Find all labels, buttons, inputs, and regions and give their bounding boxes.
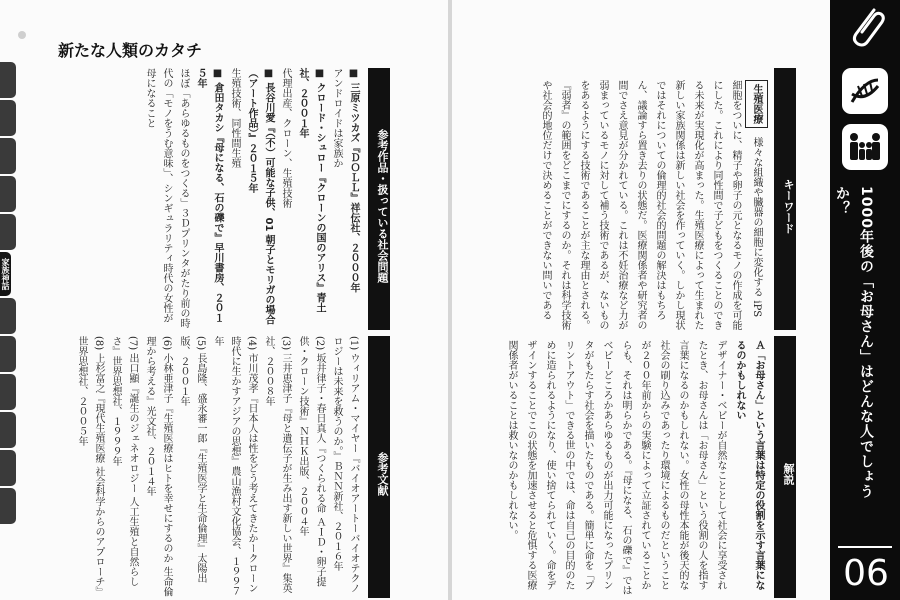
- works-list: [140, 68, 362, 330]
- index-tab[interactable]: [0, 62, 16, 98]
- family-icon: [842, 124, 888, 170]
- section-title: 新たな人類のカタチ: [58, 41, 203, 60]
- index-tab[interactable]: [0, 214, 16, 250]
- binder-hole: [18, 31, 26, 39]
- commentary-section: [498, 340, 768, 595]
- index-tab-active[interactable]: 家族神話: [0, 252, 11, 296]
- reference-item: (4) 市川茂孝『日本人は性をどう考えてきたかークローン時代に生かすアジアの思想』農山漁村文化協会、１９９７年: [212, 336, 257, 596]
- work-title: ■ 倉田タカシ『母になる、石の礫で』早川書房、２０１５年: [195, 68, 223, 323]
- reference-item: (6) 小林亜津子『生殖医療はヒトを幸せにするのか 生命倫理から考える』光文社、２０１４年: [144, 336, 172, 597]
- commentary-body: デザイナー・ベビーが自然なこととして社会に享受されたとき、お母さんは「お母さん」という役割の人を指す言葉になるのかもしれない。女性の母性本能が後天的な社会の刷り込みであったり環境によるものだということが２００年前からの実験によって立証されていることからも、それは明らかである。『母になる、石の礫で』ではベビーどころかあらゆるものが出力可能になったプリンタがもたらす社会を描いたものである。簡単に命を「プリントアウト」できる世の中では、命は自己の目的のために造られるようになり、使い捨てられていく。命をデザインすることでこの状態を加速させると危惧する医療関係者がいることは救いなのかもしれない。: [506, 340, 726, 595]
- reference-item: (2) 坂井律子・春日真人『つくられる命 ＡＩＤ・卵子提供・クローン技術』ＮＨＫ出版、２００４年: [297, 336, 325, 587]
- index-tab[interactable]: [0, 450, 16, 486]
- commentary-question: Ａ「お母さん」という言葉は特定の役割を示す言葉になるのかもしれない: [734, 340, 764, 590]
- page-number: 06: [843, 553, 889, 594]
- index-tab[interactable]: [0, 138, 16, 174]
- works-header: 参考作品・扱っている社会問題: [368, 68, 390, 330]
- keyword-section: [498, 80, 768, 330]
- left-page: [0, 0, 448, 600]
- index-tab[interactable]: [0, 488, 16, 524]
- work-topic: ほぼ「あらゆるものをつくる」３Ｄプリンタがたり前の時代の「モノをうむ意味」、シンギュラリティ時代の女性が母になること: [144, 68, 189, 328]
- keyword-header: キーワード: [774, 68, 796, 330]
- work-title: ■ クロード・シュロー『クローンの国のアリス』青土社、２００１年: [297, 68, 325, 313]
- commentary-header: 解説: [774, 336, 796, 598]
- reference-item: (5) 長島隆、盛永審一郎『生殖医学と生命倫理』太陽出版、２００１年: [178, 336, 206, 584]
- references-header: 参考文献: [368, 336, 390, 598]
- index-tab[interactable]: [0, 336, 16, 372]
- reference-item: (3) 三井恵津子『母と遺伝子が生み出す新しい世界』集英社、２００８年: [263, 336, 291, 594]
- index-tab[interactable]: [0, 298, 16, 334]
- chapter-band: [830, 0, 900, 600]
- work-topic: アンドロイドは家族か: [331, 68, 342, 168]
- dna-icon: [842, 68, 888, 114]
- keyword-body: 様々な組織や臓器の細胞に変化する iPS 細胞をついに、精子や卵子の元となるモノの作成を可能にした。これにより同性間で子どもをつくることのできる未来が実現化が高まった。生殖医療によって生まれた新しい家族関係は新しい社会を作っていく。しかし現状ではそれについての倫理的社会的問題の解決はもちろん、議論すら置き去りの状態だ。医療関係者や研究者の間でさえ意見が分かれている。これは不妊治療など力が弱まっているモノに対して補う技術であるが、ないものをあるようにする技術であることが主な理由とされる。『弱者』の範囲をどこまでにするのか。それは科学技術や社会的地位だけで決めることができない問いである: [540, 80, 762, 330]
- paperclip-icon: [844, 4, 890, 50]
- references-list: [60, 336, 362, 598]
- thumb-index-tabs: [0, 62, 16, 526]
- work-topic: 代理出産、クローン、生殖技術: [280, 68, 291, 208]
- work-topic: 生殖技術、同性間生殖: [229, 68, 240, 168]
- reference-item: (7) 出口顯『誕生のジェネオロジー 人工生殖と自然らしさ』世界思想社、１９９９年: [110, 336, 138, 587]
- index-tab[interactable]: [0, 412, 16, 448]
- reference-item: (8) 上杉富之『現代生殖医療 社会科学からのアプローチ』世界思想社、２００５年: [76, 336, 104, 597]
- index-tab[interactable]: [0, 100, 16, 136]
- keyword-term: 生殖医療: [745, 80, 768, 128]
- index-tab[interactable]: [0, 374, 16, 410]
- page-number-rule: [838, 546, 892, 548]
- work-title: ■ 三原ミツカズ『ＤＯＬＬ』祥伝社、２０００年: [348, 68, 359, 293]
- work-title: ■ 長谷川愛『（不）可能な子供、01 朝子とモリガの場合（アート作品）』２０１５年: [246, 68, 274, 325]
- reference-item: (1) ウィリアム・マイヤー『バイオアートーバイオテクノロジーは未来を救うのか。』ＢＮＮ新社、２０１６年: [331, 336, 359, 594]
- index-tab[interactable]: [0, 176, 16, 212]
- chapter-title: 1000年後の「お母さん」はどんな人でしょうか？: [834, 186, 874, 499]
